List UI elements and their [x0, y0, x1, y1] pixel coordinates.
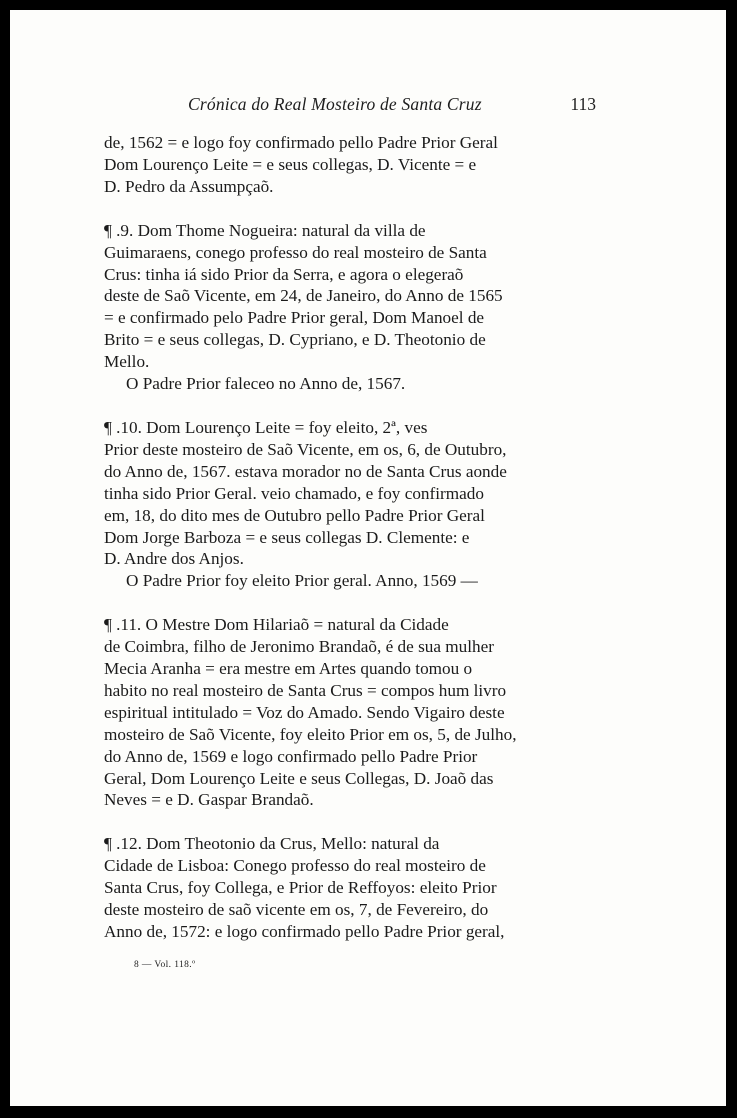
text-line: Anno de, 1572: e logo confirmado pello Padre Prior geral,: [104, 922, 505, 941]
text-line: ¶ .10. Dom Lourenço Leite = foy eleito, 2ª, ves: [104, 417, 428, 437]
text-line: de, 1562 = e logo foy confirmado pello Padre Prior Geral: [104, 133, 498, 152]
text-line: Brito = e seus collegas, D. Cypriano, e D. Theotonio de: [104, 330, 486, 350]
paragraph-continuation: [104, 132, 598, 198]
paragraph-12: [104, 833, 598, 943]
text-line: D. Andre dos Anjos.: [104, 549, 244, 569]
text-line: deste mosteiro de saõ vicente em os, 7, de Fevereiro, do: [104, 900, 489, 920]
text-line: do Anno de, 1567. estava morador no de Santa Crus aonde: [104, 461, 507, 481]
text-line: Cidade de Lisboa: Conego professo do real mosteiro de: [104, 856, 486, 876]
paragraph-9: [104, 220, 598, 395]
text-line: Dom Lourenço Leite = e seus collegas, D. Vicente = e: [104, 154, 477, 174]
text-line: Prior deste mosteiro de Saõ Vicente, em os, 6, de Outubro,: [104, 439, 507, 459]
text-line: mosteiro de Saõ Vicente, foy eleito Prior em os, 5, de Julho,: [104, 724, 517, 744]
book-page: [10, 10, 726, 1106]
page-number: 113: [570, 94, 596, 114]
text-line: Guimaraens, conego professo do real mosteiro de Santa: [104, 242, 487, 262]
text-line: ¶ .11. O Mestre Dom Hilariaõ = natural da Cidade: [104, 615, 449, 635]
page-header: [10, 94, 726, 116]
text-line: Dom Jorge Barboza = e seus collegas D. Clemente: e: [104, 527, 470, 547]
text-line: Mello.: [104, 352, 150, 372]
text-line: em, 18, do dito mes de Outubro pello Padre Prior Geral: [104, 505, 485, 525]
text-line: de Coimbra, filho de Jeronimo Brandaõ, é de sua mulher: [104, 637, 494, 657]
text-line: ¶ .12. Dom Theotonio da Crus, Mello: natural da: [104, 834, 440, 854]
text-line: D. Pedro da Assumpçaõ.: [104, 176, 274, 196]
text-line: = e confirmado pelo Padre Prior geral, Dom Manoel de: [104, 308, 485, 328]
text-line: O Padre Prior faleceo no Anno de, 1567.: [126, 374, 406, 394]
text-line: do Anno de, 1569 e logo confirmado pello Padre Prior: [104, 746, 478, 766]
text-line: Geral, Dom Lourenço Leite e seus Collegas, D. Joaõ das: [104, 768, 494, 788]
text-line: Neves = e D. Gaspar Brandaõ.: [104, 790, 314, 810]
text-line: habito no real mosteiro de Santa Crus = compos hum livro: [104, 680, 507, 700]
paragraph-11: [104, 614, 598, 811]
printer-signature: 8 — Vol. 118.º: [134, 960, 196, 970]
text-line: tinha sido Prior Geral. veio chamado, e foy confirmado: [104, 483, 484, 503]
paragraph-10: [104, 417, 598, 592]
text-line: deste de Saõ Vicente, em 24, de Janeiro, do Anno de 1565: [104, 286, 503, 306]
body-text: [104, 132, 598, 943]
text-line: Santa Crus, foy Collega, e Prior de Reffoyos: eleito Prior: [104, 878, 497, 898]
text-line: ¶ .9. Dom Thome Nogueira: natural da villa de: [104, 220, 426, 240]
text-line: espiritual intitulado = Voz do Amado. Sendo Vigairo deste: [104, 702, 505, 722]
text-line: O Padre Prior foy eleito Prior geral. Anno, 1569 —: [126, 571, 478, 591]
running-title: Crónica do Real Mosteiro de Santa Cruz: [188, 94, 482, 114]
text-line: Mecia Aranha = era mestre em Artes quando tomou o: [104, 659, 473, 679]
text-line: Crus: tinha iá sido Prior da Serra, e agora o elegeraõ: [104, 264, 464, 284]
